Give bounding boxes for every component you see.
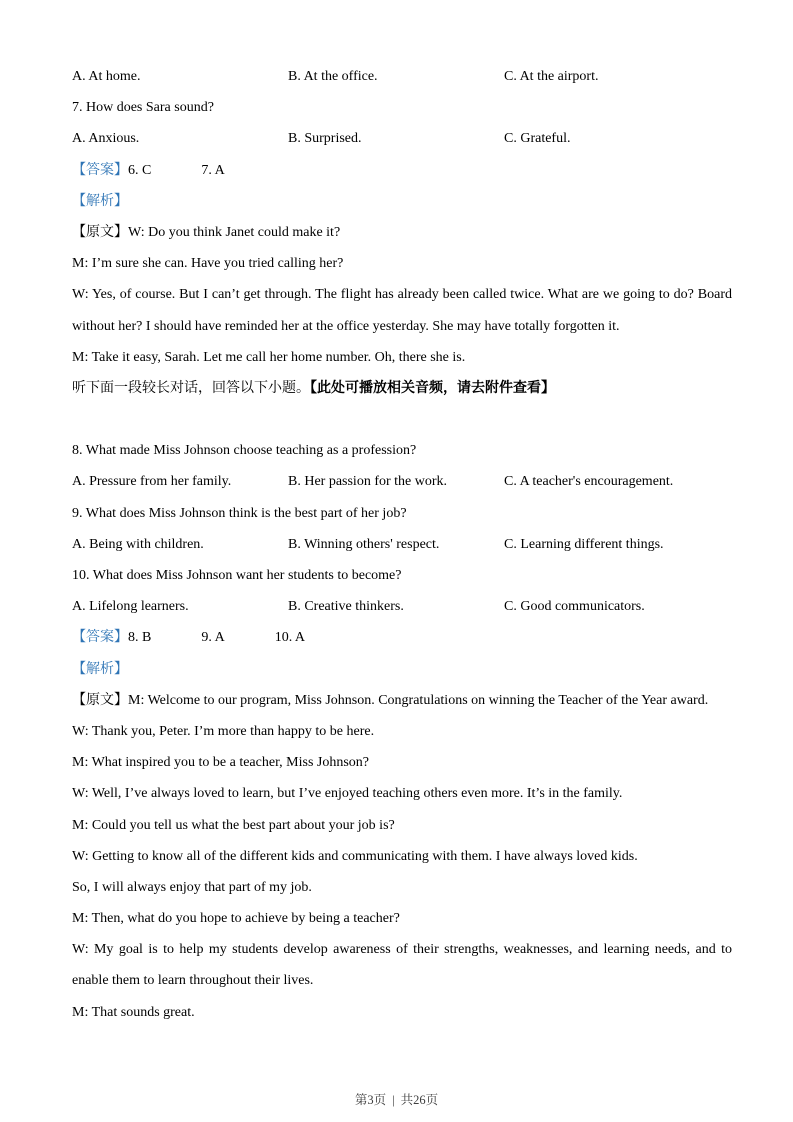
answer-item: 7. A <box>201 162 225 178</box>
text-line <box>72 872 732 903</box>
options-row <box>72 466 732 497</box>
transcript-text: W: Do you think Janet could make it? <box>128 224 341 240</box>
line-text: 9. What does Miss Johnson think is the best part of her job? <box>72 505 407 521</box>
footer-total-pages: 共26页 <box>400 1093 439 1107</box>
options-row <box>72 123 732 154</box>
option-b: B. Winning others' respect. <box>288 536 440 552</box>
text-line <box>72 560 732 591</box>
line-text: M: Could you tell us what the best part about your job is? <box>72 817 395 833</box>
footer-page-number: 第3页 <box>354 1093 387 1107</box>
option-b: B. Creative thinkers. <box>288 599 404 615</box>
line-text: 8. What made Miss Johnson choose teaching as a profession? <box>72 443 417 459</box>
line-text: M: I’m sure she can. Have you tried calling her? <box>72 256 344 272</box>
option-c: C. Learning different things. <box>504 536 664 552</box>
line-text: M: That sounds great. <box>72 1004 195 1020</box>
analysis-label: 【解析】 <box>72 193 128 209</box>
options-row <box>72 61 732 92</box>
options-row <box>72 529 732 560</box>
text-line <box>72 965 732 996</box>
footer-separator: | <box>392 1093 395 1107</box>
transcript-text: M: Welcome to our program, Miss Johnson. Congratulations on winning the Teacher of the Year award. <box>128 692 709 708</box>
line-text: 10. What does Miss Johnson want her students to become? <box>72 568 402 583</box>
option-c: C. Grateful. <box>504 131 571 147</box>
text-line <box>72 810 732 841</box>
line-text: So, I will always enjoy that part of my job. <box>72 879 312 895</box>
line-text: W: Getting to know all of the different kids and communicating with them. I have always loved kids. <box>72 848 638 864</box>
option-c: C. Good communicators. <box>504 599 645 615</box>
option-a: A. At home. <box>72 69 141 84</box>
line-text: M: Then, what do you hope to achieve by being a teacher? <box>72 911 400 927</box>
line-text: M: Take it easy, Sarah. Let me call her home number. Oh, there she is. <box>72 349 466 365</box>
analysis-line <box>72 186 732 217</box>
line-text: W: Yes, of course. But I can’t get through. The flight has already been called twice. What are we going to do? Board <box>72 287 732 303</box>
answer-line <box>72 622 732 653</box>
answer-item: 9. A <box>201 630 225 646</box>
answer-label: 【答案】 <box>72 630 128 646</box>
transcript-first-line <box>72 217 732 248</box>
text-line <box>72 279 732 310</box>
text-line <box>72 747 732 778</box>
option-b: B. At the office. <box>288 69 378 84</box>
text-line <box>72 716 732 747</box>
blank-line <box>72 404 732 435</box>
line-text: 7. How does Sara sound? <box>72 100 214 116</box>
option-a: A. Pressure from her family. <box>72 474 232 490</box>
option-b: B. Her passion for the work. <box>288 474 448 490</box>
line-text: without her? I should have reminded her at the office yesterday. She may have totally forgotten it. <box>72 318 620 334</box>
instruction-text: 听下面一段较长对话，回答以下小题。 <box>72 380 310 396</box>
options-row <box>72 591 732 622</box>
text-line <box>72 92 732 123</box>
text-line <box>72 778 732 809</box>
origin-label: 【原文】 <box>72 224 128 240</box>
document-content <box>72 61 732 1028</box>
text-line <box>72 435 732 466</box>
option-a: A. Anxious. <box>72 131 140 147</box>
text-line <box>72 903 732 934</box>
answer-label: 【答案】 <box>72 162 128 178</box>
analysis-line <box>72 654 732 685</box>
option-b: B. Surprised. <box>288 131 362 147</box>
line-text: M: What inspired you to be a teacher, Miss Johnson? <box>72 755 370 771</box>
text-line <box>72 248 732 279</box>
answer-item: 8. B <box>128 630 152 646</box>
line-text: enable them to learn throughout their lives. <box>72 973 314 989</box>
answer-item: 10. A <box>274 630 306 646</box>
option-c: C. At the airport. <box>504 69 599 84</box>
text-line <box>72 934 732 965</box>
option-a: A. Lifelong learners. <box>72 599 189 615</box>
origin-label: 【原文】 <box>72 692 128 708</box>
answer-item: 6. C <box>128 162 152 178</box>
text-line <box>72 311 732 342</box>
line-text: W: My goal is to help my students develop awareness of their strengths, weaknesses, and learning needs, and to <box>72 942 732 958</box>
text-line <box>72 498 732 529</box>
option-c: C. A teacher's encouragement. <box>504 474 674 490</box>
instruction-line <box>72 373 732 404</box>
transcript-first-line <box>72 685 732 716</box>
line-text: W: Thank you, Peter. I’m more than happy to be here. <box>72 723 375 739</box>
analysis-label: 【解析】 <box>72 661 128 677</box>
option-a: A. Being with children. <box>72 536 204 552</box>
answer-line <box>72 155 732 186</box>
text-line <box>72 342 732 373</box>
text-line <box>72 841 732 872</box>
page-footer <box>0 1091 793 1109</box>
line-text: W: Well, I’ve always loved to learn, but I’ve enjoyed teaching others even more. It’s in the family. <box>72 786 623 802</box>
text-line <box>72 997 732 1028</box>
audio-note: 【此处可播放相关音频，请去附件查看】 <box>310 380 555 396</box>
